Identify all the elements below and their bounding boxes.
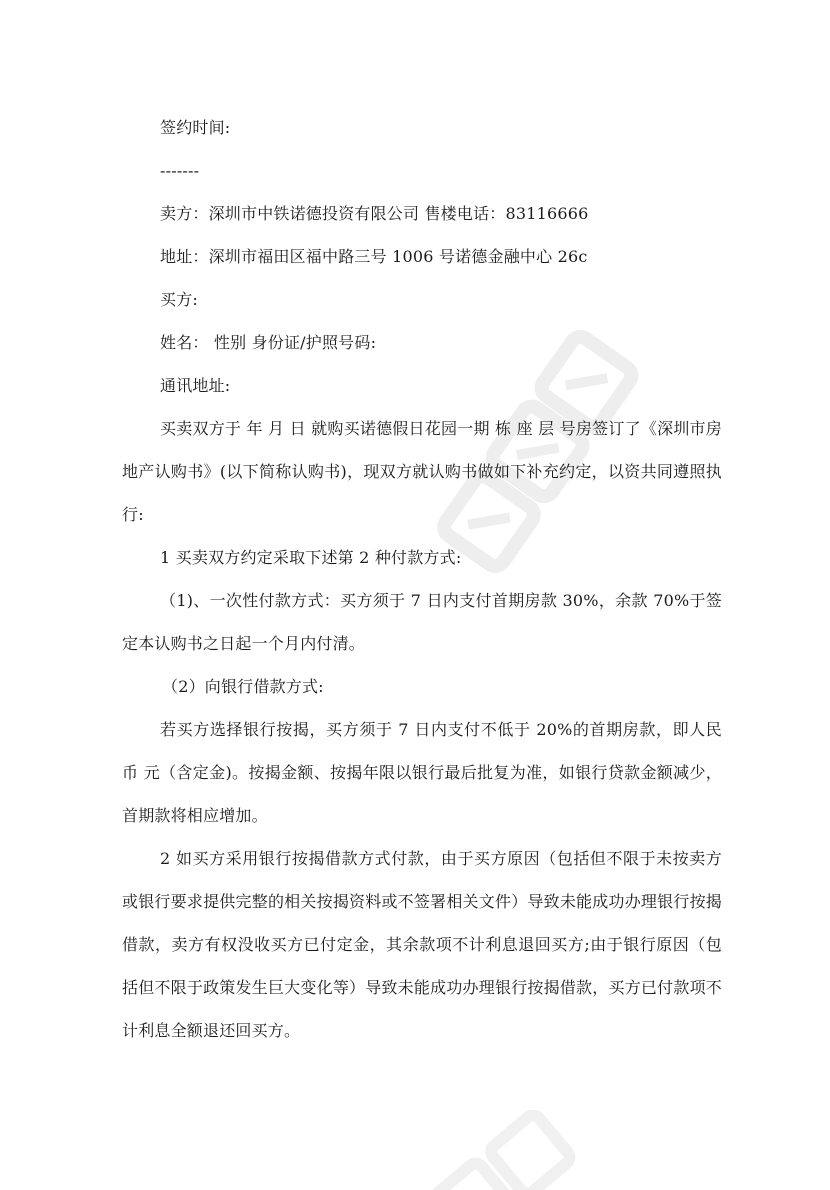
sign-time-label: 签约时间: bbox=[160, 118, 231, 137]
clause1-option2-text: 若买方选择银行按揭，买方须于 7 日内支付不低于 20%的首期房款，即人民币 元（含定金)。按揭金额、按揭年限以银行最后批复为准，如银行贷款金额减少，首期款将相应增加。 bbox=[122, 720, 722, 825]
clause2-text: 2 如买方采用银行按揭借款方式付款，由于买方原因（包括但不限于未按卖方或银行要求提供完整的相关按揭资料或不签署相关文件）导致未能成功办理银行按揭借款，卖方有权没收买方已付定金，其余款项不计利息退回买方;由于银行原因（包括但不限于政策发生巨大变化等）导致未能成功办理银行按揭借款，买方已付款项不计利息全额退还回买方。 bbox=[122, 849, 722, 1040]
clause1-title: 1 买卖双方约定采取下述第 2 种付款方式: bbox=[160, 548, 462, 567]
intro-paragraph: 买卖双方于 年 月 日 就购买诺德假日花园一期 栋 座 层 号房签订了《深圳市房地产认购书》(以下简称认购书)，现双方就认购书做如下补充约定，以资共同遵照执行: bbox=[122, 419, 722, 524]
address-line: 地址：深圳市福田区福中路三号 1006 号诺德金融中心 26c bbox=[160, 247, 588, 266]
watermark-logo-bottom bbox=[400, 1110, 640, 1190]
contact-address-label: 通讯地址: bbox=[160, 376, 231, 395]
separator: ------- bbox=[160, 161, 200, 180]
seller-line: 卖方：深圳市中铁诺德投资有限公司 售楼电话：83116666 bbox=[160, 204, 589, 223]
document-body bbox=[122, 106, 722, 1052]
buyer-label: 买方: bbox=[160, 290, 198, 309]
name-line: 姓名： 性别 身份证/护照号码: bbox=[160, 333, 377, 352]
clause1-option2-title: （2）向银行借款方式: bbox=[162, 677, 324, 696]
clause1-option1: （1)、一次性付款方式：买方须于 7 日内支付首期房款 30%，余款 70%于签定本认购书之日起一个月内付清。 bbox=[122, 591, 722, 653]
